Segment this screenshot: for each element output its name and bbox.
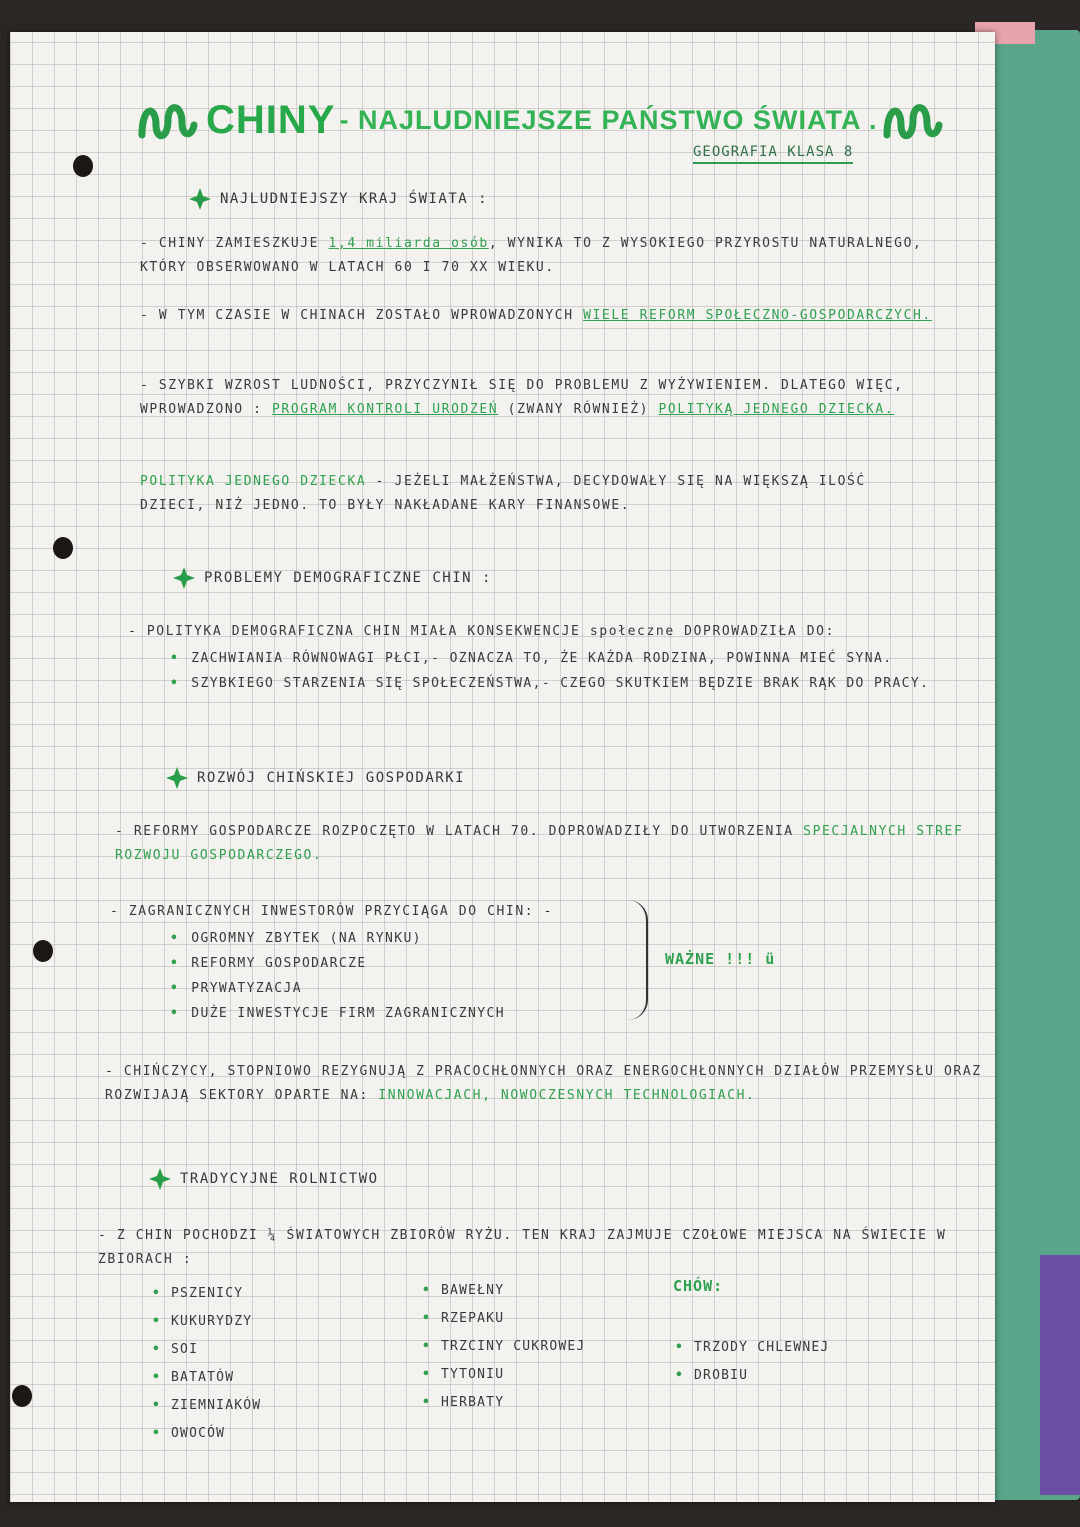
paragraph: - ZAGRANICZNYCH INWESTORÓW PRZYCIĄGA DO CHIN: - bbox=[110, 904, 554, 919]
list-item: • REFORMY GOSPODARCZE bbox=[170, 951, 630, 976]
list-item: • BATATÓW bbox=[152, 1370, 235, 1385]
section-heading bbox=[165, 766, 465, 790]
brace-decoration bbox=[628, 900, 648, 1020]
paragraph bbox=[140, 470, 920, 518]
list-item: • ZIEMNIAKÓW bbox=[152, 1398, 262, 1413]
divider-tab-purple bbox=[1040, 1255, 1080, 1495]
section-heading-text: TRADYCYJNE ROLNICTWO bbox=[180, 1171, 379, 1187]
page-content bbox=[10, 32, 995, 1502]
page-title bbox=[138, 90, 978, 150]
star-icon bbox=[188, 187, 212, 211]
list-item-text: TYTONIU bbox=[441, 1367, 505, 1382]
text: - SZYBKI WZROST LUDNOŚCI, PRZYCZYNIŁ SIĘ DO PROBLEMU Z WYŻYWIENIEM. DLATEGO WIĘC, WPROWADZONO : bbox=[140, 378, 904, 417]
text: (ZWANY RÓWNIEŻ) bbox=[498, 402, 659, 417]
list-item: • PRYWATYZACJA bbox=[170, 976, 630, 1001]
notebook-page bbox=[10, 32, 995, 1502]
highlight: POLITYKĄ JEDNEGO DZIECKA. bbox=[658, 402, 895, 417]
list-item: • OWOCÓW bbox=[152, 1426, 226, 1441]
list-item-text: RZEPAKU bbox=[441, 1311, 505, 1326]
list-item-text: KUKURYDZY bbox=[171, 1314, 253, 1329]
list-item-text: TRZODY CHLEWNEJ bbox=[694, 1340, 830, 1355]
section-heading bbox=[188, 187, 488, 211]
highlight: 1,4 miliarda osób bbox=[328, 236, 489, 251]
highlight: WIELE REFORM SPOŁECZNO-GOSPODARCZYCH. bbox=[583, 308, 932, 323]
list-item: • RZEPAKU bbox=[422, 1311, 505, 1326]
title-main: CHINY bbox=[206, 97, 336, 142]
highlight: SPECJALNYCH STREF ROZWOJU GOSPODARCZEGO. bbox=[115, 824, 964, 863]
star-icon bbox=[148, 1167, 172, 1191]
list-item-text: HERBATY bbox=[441, 1395, 505, 1410]
bullet-list bbox=[170, 926, 630, 1026]
list-item-text: ZIEMNIAKÓW bbox=[171, 1398, 262, 1413]
paragraph bbox=[140, 374, 940, 422]
highlight: PROGRAM KONTROLI URODZEŃ bbox=[271, 402, 499, 417]
section-heading bbox=[148, 1167, 379, 1191]
squiggle-decoration-icon bbox=[138, 95, 198, 145]
text: - CHINY ZAMIESZKUJE bbox=[140, 236, 329, 251]
paragraph: - Z CHIN POCHODZI ¼ ŚWIATOWYCH ZBIORÓW RYŻU. TEN KRAJ ZAJMUJE CZOŁOWE MIEJSCA NA ŚWIECIE W ZBIORACH : bbox=[98, 1228, 947, 1267]
section-heading-text: ROZWÓJ CHIŃSKIEJ GOSPODARKI bbox=[197, 770, 466, 786]
section-heading bbox=[172, 566, 492, 590]
paragraph bbox=[105, 1060, 985, 1108]
text: , WYNIKA TO Z WYSOKIEGO PRZYROSTU NATURALNEGO, KTÓRY OBSERWOWANO W LATACH 60 I 70 XX WIEKU. bbox=[140, 236, 923, 275]
bullet-list bbox=[170, 646, 970, 696]
text: - CHIŃCZYCY, STOPNIOWO REZYGNUJĄ Z PRACOCHŁONNYCH ORAZ ENERGOCHŁONNYCH DZIAŁÓW PRZEMYSŁU ORAZ ROZWIJAJĄ SEKTORY OPARTE NA: bbox=[105, 1064, 982, 1103]
list-item-text: REFORMY GOSPODARCZE bbox=[191, 956, 367, 971]
star-icon bbox=[172, 566, 196, 590]
text: - JEŻELI MAŁŻEŃSTWA, DECYDOWAŁY SIĘ NA WIĘKSZĄ ILOŚĆ DZIECI, NIŻ JEDNO. TO BYŁY NAKŁADANE KARY FINANSOWE. bbox=[140, 474, 866, 513]
list-item: • TRZCINY CUKROWEJ bbox=[422, 1339, 586, 1354]
paragraph bbox=[140, 304, 940, 328]
list-item: • DUŻE INWESTYCJE FIRM ZAGRANICZNYCH bbox=[170, 1001, 630, 1026]
list-item: • PSZENICY bbox=[152, 1286, 244, 1301]
list-item: • TYTONIU bbox=[422, 1367, 505, 1382]
section-heading-text: NAJLUDNIEJSZY KRAJ ŚWIATA : bbox=[220, 191, 489, 207]
text: - W TYM CZASIE W CHINACH ZOSTAŁO WPROWADZONYCH bbox=[140, 308, 584, 323]
list-item: • ZACHWIANIA RÓWNOWAGI PŁCI,- OZNACZA TO, ŻE KAŻDA RODZINA, POWINNA MIEĆ SYNA. bbox=[170, 646, 970, 671]
list-item-text: BAWEŁNY bbox=[441, 1283, 505, 1298]
paragraph bbox=[115, 820, 965, 868]
livestock-label: CHÓW: bbox=[673, 1277, 724, 1295]
list-item-text: ZACHWIANIA RÓWNOWAGI PŁCI,- OZNACZA TO, ŻE KAŻDA RODZINA, POWINNA MIEĆ SYNA. bbox=[191, 651, 893, 666]
crop-list-2 bbox=[422, 1277, 585, 1417]
list-item-text: TRZCINY CUKROWEJ bbox=[441, 1339, 586, 1354]
list-item-text: BATATÓW bbox=[171, 1370, 235, 1385]
list-item: • DROBIU bbox=[675, 1368, 749, 1383]
paragraph: - POLITYKA DEMOGRAFICZNA CHIN MIAŁA KONSEKWENCJE społeczne DOPROWADZIŁA DO: bbox=[128, 624, 835, 639]
highlight: INNOWACJACH, NOWOCZESNYCH TECHNOLOGIACH. bbox=[378, 1088, 756, 1103]
list-item-text: DUŻE INWESTYCJE FIRM ZAGRANICZNYCH bbox=[191, 1006, 505, 1021]
title-sub: - NAJLUDNIEJSZE PAŃSTWO ŚWIATA . bbox=[339, 104, 878, 135]
list-item: • SOI bbox=[152, 1342, 199, 1357]
list-item-text: OGROMNY ZBYTEK (NA RYNKU) bbox=[191, 931, 422, 946]
crop-list-1 bbox=[152, 1280, 261, 1448]
subject-label: GEOGRAFIA KLASA 8 bbox=[693, 144, 853, 164]
squiggle-decoration-icon bbox=[883, 95, 943, 145]
list-item-text: DROBIU bbox=[694, 1368, 749, 1383]
list-item: • TRZODY CHLEWNEJ bbox=[675, 1340, 830, 1355]
list-item: • HERBATY bbox=[422, 1395, 505, 1410]
list-item-text: SOI bbox=[171, 1342, 199, 1357]
important-note: WAŻNE !!! ü bbox=[665, 950, 776, 968]
paragraph bbox=[140, 232, 940, 280]
list-item: • KUKURYDZY bbox=[152, 1314, 253, 1329]
list-item-text: PSZENICY bbox=[171, 1286, 244, 1301]
star-icon bbox=[165, 766, 189, 790]
list-item-text: OWOCÓW bbox=[171, 1426, 226, 1441]
text: - REFORMY GOSPODARCZE ROZPOCZĘTO W LATACH 70. DOPROWADZIŁY DO UTWORZENIA bbox=[115, 824, 804, 839]
highlight: POLITYKA JEDNEGO DZIECKA bbox=[140, 474, 367, 489]
list-item: • OGROMNY ZBYTEK (NA RYNKU) bbox=[170, 926, 630, 951]
livestock-list bbox=[675, 1334, 829, 1390]
list-item: • SZYBKIEGO STARZENIA SIĘ SPOŁECZEŃSTWA,- CZEGO SKUTKIEM BĘDZIE BRAK RĄK DO PRACY. bbox=[170, 671, 970, 696]
list-item-text: PRYWATYZACJA bbox=[191, 981, 302, 996]
list-item-text: SZYBKIEGO STARZENIA SIĘ SPOŁECZEŃSTWA,- CZEGO SKUTKIEM BĘDZIE BRAK RĄK DO PRACY. bbox=[191, 676, 930, 691]
section-heading-text: PROBLEMY DEMOGRAFICZNE CHIN : bbox=[204, 570, 492, 586]
list-item: • BAWEŁNY bbox=[422, 1283, 505, 1298]
